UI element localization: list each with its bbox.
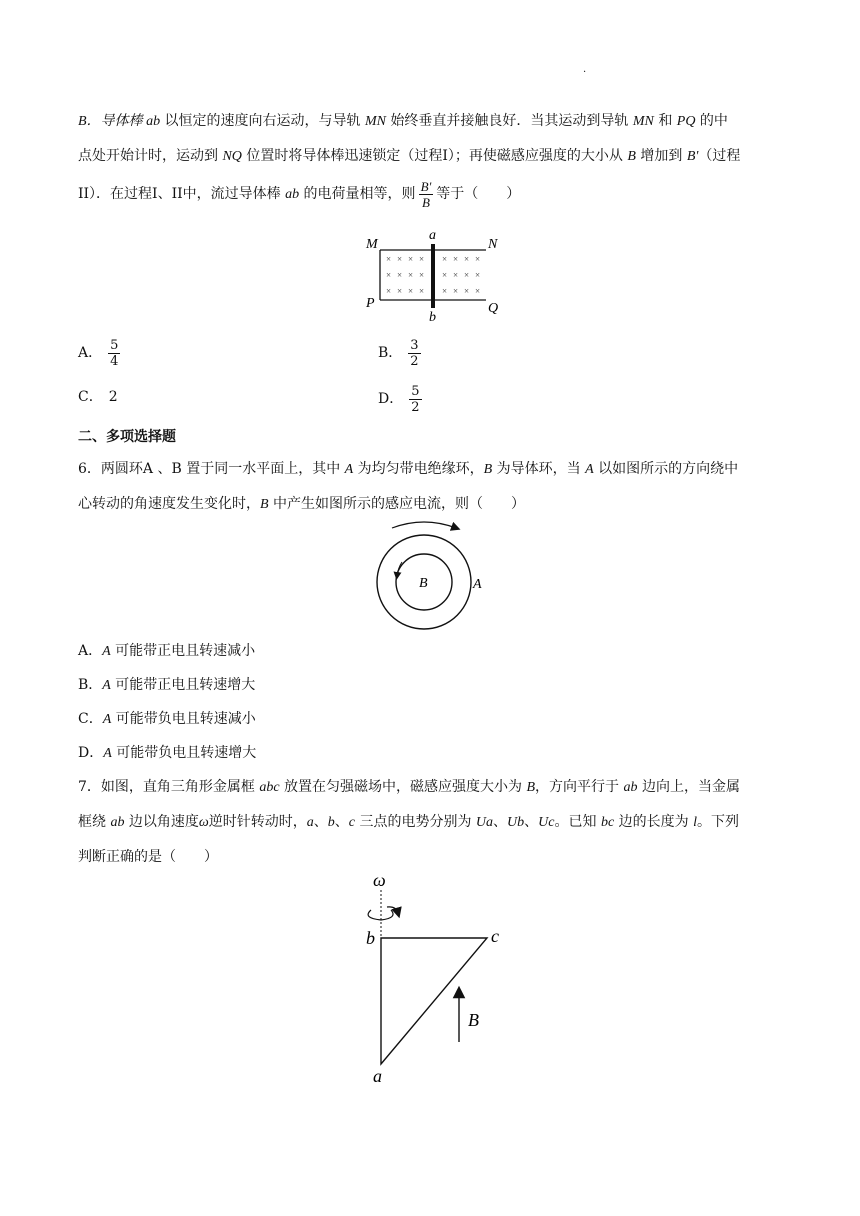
label-b: b — [366, 928, 375, 948]
field-mark: × — [464, 254, 470, 264]
field-mark: × — [475, 270, 481, 280]
triangle-abc — [381, 938, 487, 1064]
question-5-text — [78, 104, 790, 214]
label-M: M — [366, 237, 378, 252]
field-mark: × — [408, 254, 414, 264]
field-mark: × — [419, 286, 425, 296]
rail-diagram — [364, 226, 510, 322]
field-mark: × — [386, 286, 392, 296]
triangle-frame-diagram — [354, 866, 514, 1096]
field-mark: × — [408, 270, 414, 280]
label-B: B — [468, 1010, 479, 1030]
label-a: a — [429, 228, 436, 243]
q6-line-1: 6．两圆环A 、B 置于同一水平面上，其中 A 为均匀带电绝缘环，B 为导体环，当 A 以如图所示的方向绕中 — [78, 461, 739, 477]
q5-option-b[interactable]: B． $\frac{3}{2}$ — [378, 337, 419, 369]
q6-option-d[interactable]: D．A 可能带负电且转速增大 — [78, 745, 257, 761]
label-omega: ω — [373, 870, 386, 890]
q5-line-1: B．导体棒 ab 以恒定的速度向右运动，与导轨 MN 始终垂直并接触良好．当其运动到导轨 MN 和 PQ 的中 — [78, 113, 728, 129]
label-P: P — [366, 296, 375, 311]
field-mark: × — [442, 254, 448, 264]
field-mark: × — [408, 286, 414, 296]
field-mark: × — [475, 254, 481, 264]
section-heading: 二、多项选择题 — [78, 429, 176, 445]
q5-option-c[interactable]: C． 2 — [78, 389, 118, 405]
q5-option-d[interactable]: D． $\frac{5}{2}$ — [378, 383, 420, 415]
rotation-arrow — [392, 522, 456, 528]
q5-option-a[interactable]: A． $\frac{5}{4}$ — [78, 337, 119, 369]
label-N: N — [488, 237, 498, 252]
label-b: b — [429, 310, 436, 322]
field-mark: × — [397, 286, 403, 296]
field-mark: × — [419, 254, 425, 264]
field-mark: × — [464, 270, 470, 280]
field-mark: × — [397, 254, 403, 264]
q7-line-1: 7．如图，直角三角形金属框 abc 放置在匀强磁场中，磁感应强度大小为 B，方向平行于 ab 边向上，当金属 — [78, 779, 740, 795]
field-mark: × — [453, 270, 459, 280]
q7-line-2: 框绕 ab 边以角速度ω逆时针转动时，a、b、c 三点的电势分别为 Ua、Ub、Uc。已知 bc 边的长度为 l。下列 — [78, 814, 739, 830]
field-mark: × — [386, 270, 392, 280]
field-mark: × — [453, 254, 459, 264]
rings-diagram — [370, 518, 490, 638]
field-mark: × — [464, 286, 470, 296]
q6-option-b[interactable]: B．A 可能带正电且转速增大 — [78, 677, 256, 693]
question-7-text — [78, 770, 790, 874]
field-mark: × — [442, 270, 448, 280]
label-a: a — [373, 1066, 382, 1086]
field-mark: × — [397, 270, 403, 280]
label-c: c — [491, 926, 499, 946]
header-dot: . — [583, 64, 587, 75]
field-mark: × — [475, 286, 481, 296]
ratio-fraction: $\frac{B'}{B}$ — [420, 178, 432, 210]
field-mark: × — [442, 286, 448, 296]
q6-line-2: 心转动的角速度发生变化时，B 中产生如图所示的感应电流，则（ ） — [78, 496, 526, 512]
q6-option-a[interactable]: A．A 可能带正电且转速减小 — [78, 643, 256, 659]
label-inner-B: B — [419, 576, 428, 591]
q5-line-3: II）．在过程I、II中，流过导体棒 ab 的电荷量相等，则 $\frac{B'}{B}$ 等于（ ） — [78, 178, 521, 210]
field-mark: × — [453, 286, 459, 296]
q5-line-2: 点处开始计时，运动到 NQ 位置时将导体棒迅速锁定（过程I）；再使磁感应强度的大小从 B 增加到 B'（过程 — [78, 148, 741, 164]
field-mark: × — [386, 254, 392, 264]
label-outer-A: A — [473, 577, 482, 592]
label-Q: Q — [488, 301, 499, 316]
q6-option-c[interactable]: C．A 可能带负电且转速减小 — [78, 711, 256, 727]
q7-line-3: 判断正确的是（ ） — [78, 849, 218, 865]
field-mark: × — [419, 270, 425, 280]
question-6-text — [78, 452, 790, 522]
